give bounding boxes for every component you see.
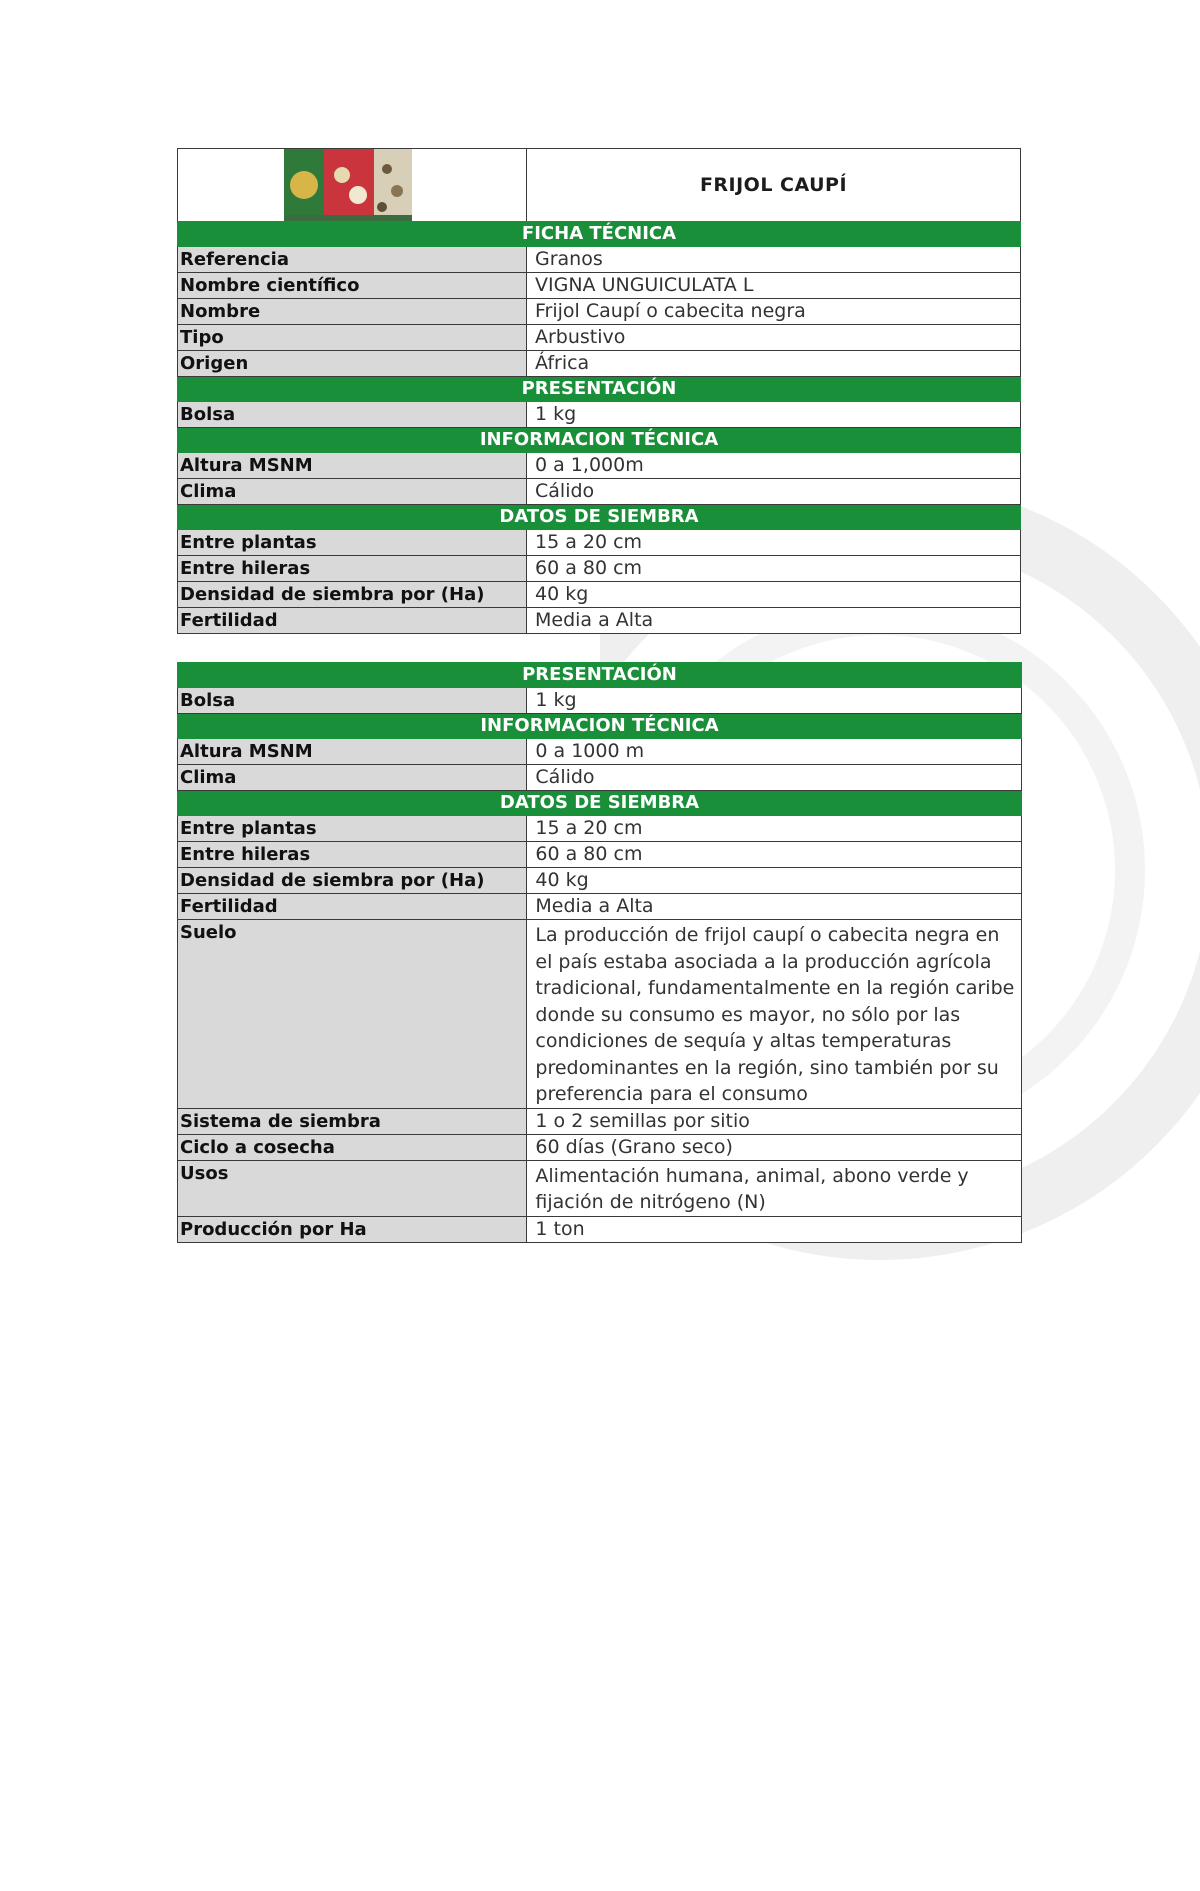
- row-label: Clima: [178, 479, 527, 505]
- row-value: 15 a 20 cm: [527, 530, 1021, 556]
- row-label: Producción por Ha: [178, 1216, 527, 1242]
- row-value: Alimentación humana, animal, abono verde y fijación de nitrógeno (N): [527, 1160, 1022, 1216]
- row-label: Nombre científico: [178, 273, 527, 299]
- section-informacion-tecnica: [178, 714, 1022, 739]
- table-row: [178, 1108, 1022, 1134]
- row-label: Fertilidad: [178, 894, 527, 920]
- row-value: Granos: [527, 247, 1021, 273]
- row-value: 40 kg: [527, 868, 1022, 894]
- row-value: La producción de frijol caupí o cabecita negra en el país estaba asociada a la producción agrícola tradicional, fundamentalmente en la región caribe donde su consumo es mayor, no sólo por las condiciones de sequía y altas temperaturas predominantes en la región, sino también por su preferencia para el consumo: [527, 920, 1022, 1109]
- table-row: [178, 1134, 1022, 1160]
- section-presentacion: [178, 377, 1021, 402]
- table-row: [178, 920, 1022, 1109]
- row-label: Altura MSNM: [178, 739, 527, 765]
- row-value: África: [527, 351, 1021, 377]
- table-row: [178, 608, 1021, 634]
- table-row: [178, 530, 1021, 556]
- row-label: Entre plantas: [178, 530, 527, 556]
- row-value: 0 a 1000 m: [527, 739, 1022, 765]
- table-row: [178, 453, 1021, 479]
- row-value: Media a Alta: [527, 894, 1022, 920]
- row-label: Referencia: [178, 247, 527, 273]
- row-value: Cálido: [527, 765, 1022, 791]
- table-row: [178, 816, 1022, 842]
- section-datos-siembra: [178, 791, 1022, 816]
- table-row: [178, 894, 1022, 920]
- table-row: [178, 402, 1021, 428]
- row-value: Frijol Caupí o cabecita negra: [527, 299, 1021, 325]
- table-row: [178, 1216, 1022, 1242]
- row-value: Arbustivo: [527, 325, 1021, 351]
- section-datos-siembra: [178, 505, 1021, 530]
- header-table: [177, 148, 1021, 222]
- row-value: 1 ton: [527, 1216, 1022, 1242]
- row-label: Sistema de siembra: [178, 1108, 527, 1134]
- row-label: Tipo: [178, 325, 527, 351]
- section-title: PRESENTACIÓN: [178, 663, 1022, 688]
- row-label: Entre hileras: [178, 842, 527, 868]
- row-label: Fertilidad: [178, 608, 527, 634]
- table-row: [178, 299, 1021, 325]
- row-label: Usos: [178, 1160, 527, 1216]
- row-value: 15 a 20 cm: [527, 816, 1022, 842]
- row-label: Entre hileras: [178, 556, 527, 582]
- row-label: Bolsa: [178, 688, 527, 714]
- row-value: Media a Alta: [527, 608, 1021, 634]
- row-label: Densidad de siembra por (Ha): [178, 868, 527, 894]
- row-value: VIGNA UNGUICULATA L: [527, 273, 1021, 299]
- row-label: Nombre: [178, 299, 527, 325]
- table-row: [178, 273, 1021, 299]
- section-title: INFORMACION TÉCNICA: [178, 428, 1021, 453]
- section-presentacion: [178, 663, 1022, 688]
- row-value: 1 kg: [527, 402, 1021, 428]
- row-label: Altura MSNM: [178, 453, 527, 479]
- table-row: [178, 325, 1021, 351]
- row-value: 60 días (Grano seco): [527, 1134, 1022, 1160]
- row-label: Ciclo a cosecha: [178, 1134, 527, 1160]
- table-row: [178, 868, 1022, 894]
- row-label: Origen: [178, 351, 527, 377]
- section-ficha-tecnica: [178, 222, 1021, 247]
- row-value: 60 a 80 cm: [527, 842, 1022, 868]
- row-value: 1 o 2 semillas por sitio: [527, 1108, 1022, 1134]
- table-row: [178, 765, 1022, 791]
- ficha-tecnica-table-continued: [177, 662, 1022, 1243]
- table-row: [178, 247, 1021, 273]
- row-label: Suelo: [178, 920, 527, 1109]
- table-row: [178, 688, 1022, 714]
- row-value: 40 kg: [527, 582, 1021, 608]
- row-value: 60 a 80 cm: [527, 556, 1021, 582]
- section-title: INFORMACION TÉCNICA: [178, 714, 1022, 739]
- table-row: [178, 739, 1022, 765]
- section-title: DATOS DE SIEMBRA: [178, 791, 1022, 816]
- bean-bag-product-photo: [272, 149, 432, 221]
- row-value: 1 kg: [527, 688, 1022, 714]
- table-row: [178, 1160, 1022, 1216]
- row-label: Bolsa: [178, 402, 527, 428]
- table-row: [178, 479, 1021, 505]
- page-title: FRIJOL CAUPÍ: [527, 149, 1021, 222]
- product-image-cell: [178, 149, 527, 222]
- table-row: [178, 351, 1021, 377]
- row-value: Cálido: [527, 479, 1021, 505]
- table-row: [178, 842, 1022, 868]
- section-title: DATOS DE SIEMBRA: [178, 505, 1021, 530]
- row-label: Entre plantas: [178, 816, 527, 842]
- section-title: PRESENTACIÓN: [178, 377, 1021, 402]
- row-value: 0 a 1,000m: [527, 453, 1021, 479]
- table-row: [178, 556, 1021, 582]
- section-informacion-tecnica: [178, 428, 1021, 453]
- ficha-tecnica-table: [177, 221, 1021, 634]
- table-row: [178, 582, 1021, 608]
- row-label: Clima: [178, 765, 527, 791]
- row-label: Densidad de siembra por (Ha): [178, 582, 527, 608]
- section-title: FICHA TÉCNICA: [178, 222, 1021, 247]
